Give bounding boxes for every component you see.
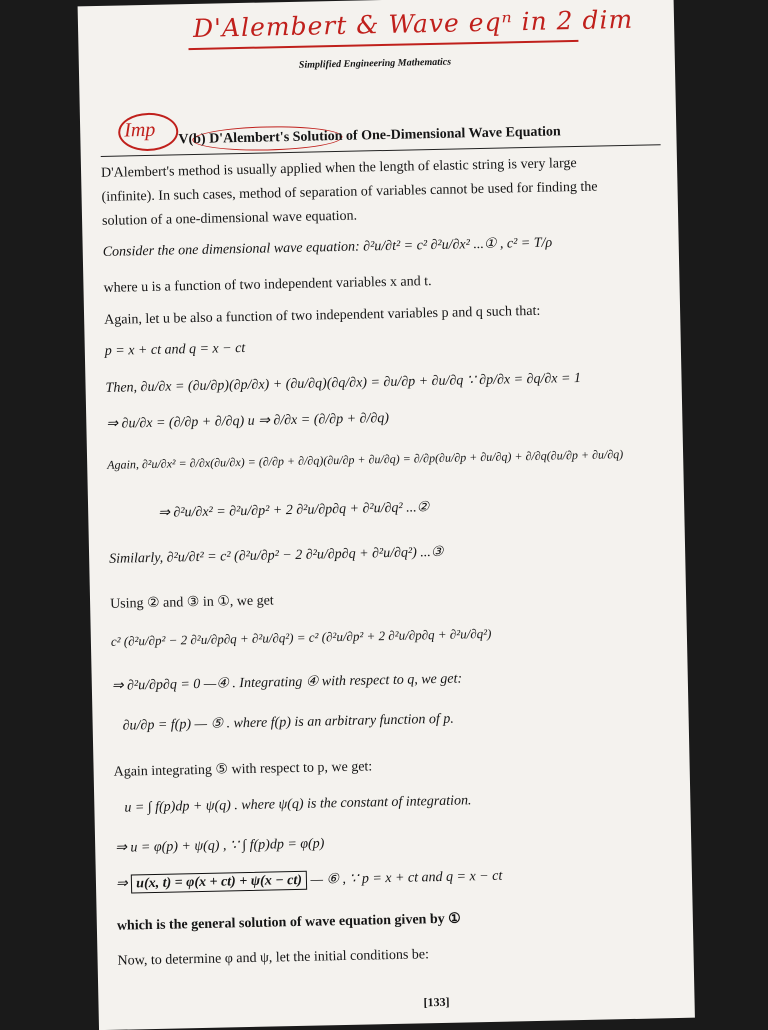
text-line: (infinite). In such cases, method of separation of variables cannot be used for finding the xyxy=(101,179,598,205)
phi-psi-line: ⇒ u = φ(p) + ψ(q) , ∵ ∫ f(p)dp = φ(p) xyxy=(115,836,325,856)
running-head: Simplified Engineering Mathematics xyxy=(298,56,452,71)
second-derivative-line: Again, ∂²u/∂x² = ∂/∂x(∂u/∂x) = (∂/∂p + ∂/∂q)(∂u/∂p + ∂u/∂q) = ∂/∂p(∂u/∂p + ∂u/∂q) + ∂/∂q(∂u/∂p + ∂u/∂q) xyxy=(107,447,624,472)
handwritten-title: D'Alembert & Wave eqⁿ in 2 dim xyxy=(192,4,634,43)
substitution-line: p = x + ct and q = x − ct xyxy=(104,340,246,359)
general-solution-box: u(x, t) = φ(x + ct) + ψ(x − ct) xyxy=(131,871,307,894)
imp-annotation: Imp xyxy=(123,118,156,142)
integral-line: u = ∫ f(p)dp + ψ(q) . where ψ(q) is the constant of integration. xyxy=(124,793,472,816)
derivative-line: Then, ∂u/∂x = (∂u/∂p)(∂p/∂x) + (∂u/∂q)(∂q/∂x) = ∂u/∂p + ∂u/∂q ∵ ∂p/∂x = ∂q/∂x = 1 xyxy=(105,370,582,396)
text-line: Again integrating ⑤ with respect to p, we get: xyxy=(113,759,373,780)
equation-3: Similarly, ∂²u/∂t² = c² (∂²u/∂p² − 2 ∂²u/∂p∂q + ∂²u/∂q²) ...③ xyxy=(109,544,444,567)
text-line: which is the general solution of wave equation given by ① xyxy=(116,911,461,934)
text-line: Now, to determine φ and ψ, let the initial conditions be: xyxy=(117,947,430,969)
equation-4: ⇒ ∂²u/∂p∂q = 0 —④ . Integrating ④ with respect to q, we get: xyxy=(111,671,463,694)
combined-equation: c² (∂²u/∂p² − 2 ∂²u/∂p∂q + ∂²u/∂q²) = c² (∂²u/∂p² + 2 ∂²u/∂p∂q + ∂²u/∂q²) xyxy=(110,625,492,649)
text-line: Again, let u be also a function of two independent variables p and q such that: xyxy=(104,303,541,328)
text-line: D'Alembert's method is usually applied when the length of elastic string is very large xyxy=(100,155,577,181)
text-line: where u is a function of two independent variables x and t. xyxy=(103,274,432,296)
page-number: [133] xyxy=(423,994,450,1010)
textbook-page xyxy=(78,0,695,1030)
text-line: Using ② and ③ in ①, we get xyxy=(109,593,274,612)
text-line: solution of a one-dimensional wave equation. xyxy=(101,208,358,229)
operator-line: ⇒ ∂u/∂x = (∂/∂p + ∂/∂q) u ⇒ ∂/∂x = (∂/∂p + ∂/∂q) xyxy=(106,410,390,432)
general-solution-line: ⇒ u(x, t) = φ(x + ct) + ψ(x − ct) — ⑥ , ∵ p = x + ct and q = x − ct xyxy=(115,868,503,892)
equation-5: ∂u/∂p = f(p) — ⑤ . where f(p) is an arbitrary function of p. xyxy=(122,711,455,734)
wave-equation: Consider the one dimensional wave equation: ∂²u/∂t² = c² ∂²u/∂x² ...① , c² = T/ρ xyxy=(102,235,553,260)
equation-6-note: — ⑥ , ∵ p = x + ct and q = x − ct xyxy=(306,868,503,888)
equation-2: ⇒ ∂²u/∂x² = ∂²u/∂p² + 2 ∂²u/∂p∂q + ∂²u/∂q² ...② xyxy=(158,500,430,521)
section-title: V(b) D'Alembert's Solution of One-Dimensional Wave Equation xyxy=(178,124,561,148)
